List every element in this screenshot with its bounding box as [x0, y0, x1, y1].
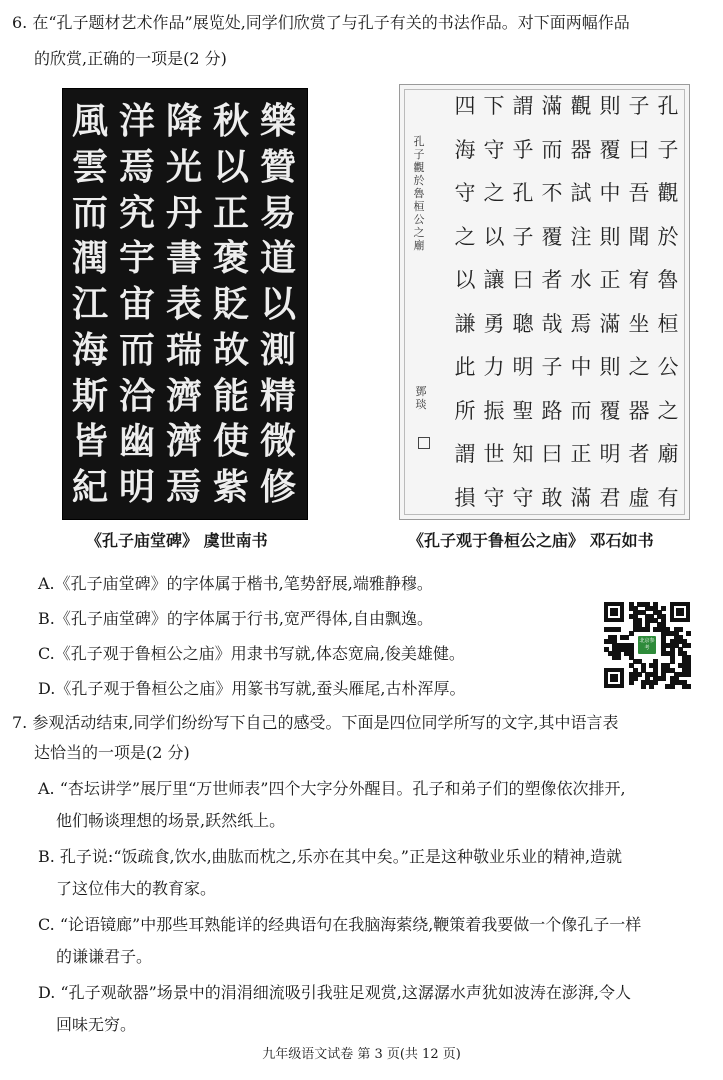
calligraphy-character: 洋	[118, 100, 155, 142]
seal-stamp	[418, 437, 430, 449]
qr-module	[624, 635, 629, 640]
calligraphy-character: 覆	[541, 224, 563, 249]
calligraphy-column	[626, 85, 652, 519]
calligraphy-character: 孔	[657, 94, 679, 118]
calligraphy-character: 讓	[483, 268, 505, 293]
calligraphy-character: 謂	[512, 94, 534, 118]
calligraphy-character: 雲	[71, 145, 108, 188]
calligraphy-character: 之	[657, 398, 679, 423]
inscription-character: 魯	[413, 187, 425, 200]
inscription-character: 公	[413, 213, 425, 226]
calligraphy-character: 聖	[512, 398, 534, 423]
q7-option-b-line1: B. 孔子说:“饭疏食,饮水,曲肱而枕之,乐亦在其中矣。”正是这种敬业乐业的精神,造就	[38, 847, 623, 866]
calligraphy-character: 中	[570, 355, 592, 380]
q7-option-d-line2: 回味无穷。	[56, 1015, 137, 1034]
calligraphy-character: 貶	[212, 283, 249, 325]
calligraphy-character: 而	[541, 137, 563, 162]
q7-stem-line1: 7. 参观活动结束,同学们纷纷写下自己的感受。下面是四位同学所写的文字,其中语言表	[12, 713, 619, 732]
calligraphy-character: 振	[483, 398, 505, 423]
calligraphy-character: 敢	[541, 485, 563, 510]
calligraphy-character: 瑞	[165, 328, 202, 371]
qr-module	[670, 684, 675, 689]
calligraphy-character: 紫	[212, 466, 249, 508]
calligraphy-character: 所	[454, 398, 476, 423]
q6-option-b: B.《孔子庙堂碑》的字体属于行书,宽严得体,自由飘逸。	[38, 609, 434, 628]
calligraphy-character: 易	[259, 191, 296, 234]
calligraphy-character: 力	[483, 355, 505, 380]
qr-code	[604, 602, 690, 688]
calligraphy-character: 聰	[512, 311, 534, 336]
calligraphy-character: 究	[118, 191, 155, 234]
qr-module	[686, 643, 691, 648]
calligraphy-character: 子	[512, 224, 534, 249]
calligraphy-character: 明	[118, 466, 155, 508]
calligraphy-character: 明	[512, 355, 534, 380]
calligraphy-character: 焉	[570, 311, 592, 336]
calligraphy-character: 損	[454, 485, 476, 510]
qr-module	[649, 684, 654, 689]
qr-finder-top-left	[604, 602, 624, 622]
q6-option-d: D.《孔子观于鲁桓公之庙》用篆书写就,蚕头雁尾,古朴浑厚。	[38, 679, 466, 698]
calligraphy-character: 之	[483, 181, 505, 206]
inscription-character: 觀	[413, 161, 425, 174]
inscription-character: 廟	[413, 239, 425, 252]
calligraphy-character: 試	[570, 181, 592, 206]
calligraphy-character: 守	[454, 181, 476, 206]
calligraphy-character: 使	[212, 420, 249, 463]
calligraphy-character: 焉	[165, 466, 202, 508]
calligraphy-character: 滿	[570, 485, 592, 510]
calligraphy-character: 表	[165, 283, 202, 325]
calligraphy-character: 修	[259, 466, 296, 508]
calligraphy-character: 孔	[512, 181, 534, 206]
calligraphy-character: 子	[541, 355, 563, 380]
calligraphy-character: 守	[483, 485, 505, 510]
calligraphy-character: 以	[454, 268, 476, 293]
qr-finder-bottom-left	[604, 668, 624, 688]
inscription-character: 於	[413, 174, 425, 187]
qr-module	[645, 627, 650, 632]
calligraphy-character: 正	[599, 268, 621, 293]
kongzi-miaotang-bei-image	[62, 88, 308, 520]
calligraphy-column	[208, 89, 254, 519]
calligraphy-character: 風	[71, 100, 108, 142]
calligraphy-character: 此	[454, 355, 476, 380]
calligraphy-character: 中	[599, 181, 621, 206]
calligraphy-character: 秋	[212, 100, 249, 142]
q7-option-c-line1: C. “论语镜廊”中那些耳熟能详的经典语句在我脑海萦绕,鞭策着我要做一个像孔子一样	[38, 915, 642, 934]
calligraphy-character: 勇	[483, 311, 505, 336]
calligraphy-character: 者	[541, 268, 563, 293]
artwork-inscription	[410, 135, 428, 252]
q6-option-a: A.《孔子庙堂碑》的字体属于楷书,笔势舒展,端雅静穆。	[38, 574, 433, 593]
inscription-character: 子	[413, 148, 425, 161]
q7-option-a-line2: 他们畅谈理想的场景,跃然纸上。	[56, 811, 286, 830]
caption-right: 《孔子观于鲁桓公之庙》 邓石如书	[408, 531, 654, 550]
calligraphy-character: 宙	[118, 283, 155, 325]
calligraphy-character: 哉	[541, 311, 563, 336]
q6-option-c: C.《孔子观于鲁桓公之庙》用隶书写就,体态宽扁,俊美雄健。	[38, 644, 465, 663]
calligraphy-column	[67, 89, 113, 519]
calligraphy-character: 廟	[657, 442, 679, 467]
calligraphy-character: 四	[454, 94, 476, 118]
caption-left: 《孔子庙堂碑》 虞世南书	[86, 531, 268, 550]
calligraphy-character: 潤	[71, 237, 108, 280]
calligraphy-character: 器	[628, 398, 650, 423]
calligraphy-character: 不	[541, 181, 563, 206]
calligraphy-character: 下	[483, 94, 505, 118]
calligraphy-character: 則	[599, 224, 621, 249]
qr-module	[629, 680, 634, 685]
inscription-character: 桓	[413, 200, 425, 213]
calligraphy-character: 吾	[628, 181, 650, 206]
inscription-character: 鄧	[415, 385, 427, 398]
calligraphy-column	[539, 85, 565, 519]
q7-option-b-line2: 了这位伟大的教育家。	[56, 879, 217, 898]
calligraphy-character: 守	[512, 485, 534, 510]
calligraphy-character: 世	[483, 442, 505, 467]
calligraphy-character: 魯	[657, 268, 679, 293]
calligraphy-character: 道	[259, 237, 296, 280]
calligraphy-character: 樂	[259, 100, 296, 142]
calligraphy-character: 水	[570, 268, 592, 293]
calligraphy-character: 而	[71, 191, 108, 234]
calligraphy-character: 器	[570, 137, 592, 162]
calligraphy-column	[161, 89, 207, 519]
calligraphy-character: 微	[259, 420, 296, 463]
calligraphy-character: 以	[483, 224, 505, 249]
calligraphy-character: 虛	[628, 485, 650, 510]
calligraphy-character: 滿	[541, 94, 563, 118]
q7-option-a-line1: A. “杏坛讲学”展厅里“万世师表”四个大字分外醒目。孔子和弟子们的塑像依次排开,	[38, 779, 626, 798]
calligraphy-character: 贊	[259, 145, 296, 188]
calligraphy-character: 曰	[541, 442, 563, 467]
calligraphy-character: 覆	[599, 137, 621, 162]
calligraphy-character: 而	[570, 398, 592, 423]
calligraphy-character: 丹	[165, 191, 202, 234]
calligraphy-character: 褒	[212, 237, 249, 280]
qr-logo: 北京参考	[636, 634, 658, 656]
calligraphy-character: 洽	[118, 374, 155, 417]
calligraphy-character: 則	[599, 94, 621, 118]
calligraphy-character: 紀	[71, 466, 108, 508]
calligraphy-character: 故	[212, 328, 249, 371]
calligraphy-character: 幽	[118, 420, 155, 463]
calligraphy-character: 乎	[512, 137, 534, 162]
calligraphy-character: 江	[71, 283, 108, 325]
artist-signature	[414, 385, 428, 411]
calligraphy-character: 正	[212, 191, 249, 234]
calligraphy-character: 有	[657, 485, 679, 510]
qr-module	[686, 672, 691, 677]
calligraphy-character: 精	[259, 374, 296, 417]
calligraphy-column	[510, 85, 536, 519]
calligraphy-character: 曰	[512, 268, 534, 293]
calligraphy-character: 明	[599, 442, 621, 467]
calligraphy-character: 之	[628, 355, 650, 380]
calligraphy-character: 斯	[71, 374, 108, 417]
calligraphy-column	[114, 89, 160, 519]
calligraphy-character: 曰	[628, 137, 650, 162]
calligraphy-character: 宇	[118, 237, 155, 280]
calligraphy-character: 能	[212, 374, 249, 417]
kongzi-guan-yu-lu-huangong-image	[399, 84, 690, 520]
calligraphy-character: 宥	[628, 268, 650, 293]
calligraphy-character: 觀	[570, 94, 592, 118]
calligraphy-character: 濟	[165, 374, 202, 417]
calligraphy-column	[481, 85, 507, 519]
qr-module	[616, 655, 621, 660]
calligraphy-character: 海	[454, 137, 476, 162]
inscription-character: 琰	[415, 398, 427, 411]
calligraphy-character: 公	[657, 355, 679, 380]
calligraphy-character: 海	[71, 328, 108, 371]
calligraphy-column	[655, 85, 681, 519]
calligraphy-character: 焉	[118, 145, 155, 188]
qr-module	[661, 676, 666, 681]
q6-stem-line2: 的欣赏,正确的一项是(2 分)	[34, 49, 227, 68]
calligraphy-character: 桓	[657, 311, 679, 336]
calligraphy-character: 以	[259, 283, 296, 325]
calligraphy-character: 以	[212, 145, 249, 188]
q7-stem-line2: 达恰当的一项是(2 分)	[34, 743, 190, 762]
calligraphy-character: 謙	[454, 311, 476, 336]
calligraphy-character: 子	[657, 137, 679, 162]
qr-module	[686, 684, 691, 689]
calligraphy-character: 光	[165, 145, 202, 188]
q6-stem-line1: 6. 在“孔子题材艺术作品”展览处,同学们欣赏了与孔子有关的书法作品。对下面两幅作品	[12, 13, 630, 32]
inscription-character: 孔	[413, 135, 425, 148]
calligraphy-character: 正	[570, 442, 592, 467]
calligraphy-column	[597, 85, 623, 519]
calligraphy-character: 注	[570, 224, 592, 249]
calligraphy-character: 觀	[657, 181, 679, 206]
calligraphy-character: 守	[483, 137, 505, 162]
calligraphy-character: 謂	[454, 442, 476, 467]
calligraphy-character: 濟	[165, 420, 202, 463]
calligraphy-character: 而	[118, 328, 155, 371]
calligraphy-column	[568, 85, 594, 519]
calligraphy-column	[255, 89, 301, 519]
calligraphy-character: 滿	[599, 311, 621, 336]
calligraphy-character: 聞	[628, 224, 650, 249]
calligraphy-character: 坐	[628, 311, 650, 336]
calligraphy-character: 君	[599, 485, 621, 510]
calligraphy-character: 降	[165, 100, 202, 142]
inscription-character: 之	[413, 226, 425, 239]
calligraphy-character: 知	[512, 442, 534, 467]
calligraphy-character: 覆	[599, 398, 621, 423]
qr-module	[616, 627, 621, 632]
calligraphy-character: 皆	[71, 420, 108, 463]
calligraphy-character: 者	[628, 442, 650, 467]
calligraphy-character: 路	[541, 398, 563, 423]
calligraphy-character: 書	[165, 237, 202, 280]
calligraphy-character: 於	[657, 224, 679, 249]
calligraphy-column	[452, 85, 478, 519]
qr-module	[686, 631, 691, 636]
page-footer: 九年级语文试卷 第 3 页(共 12 页)	[262, 1047, 461, 1062]
calligraphy-character: 子	[628, 94, 650, 118]
calligraphy-character: 則	[599, 355, 621, 380]
q7-option-d-line1: D. “孔子观欹器”场景中的涓涓细流吸引我驻足观赏,这潺潺水声犹如波涛在澎湃,令人	[38, 983, 631, 1002]
calligraphy-character: 測	[259, 328, 296, 371]
calligraphy-character: 之	[454, 224, 476, 249]
q7-option-c-line2: 的谦谦君子。	[56, 947, 153, 966]
qr-finder-top-right	[670, 602, 690, 622]
qr-module	[641, 684, 646, 689]
